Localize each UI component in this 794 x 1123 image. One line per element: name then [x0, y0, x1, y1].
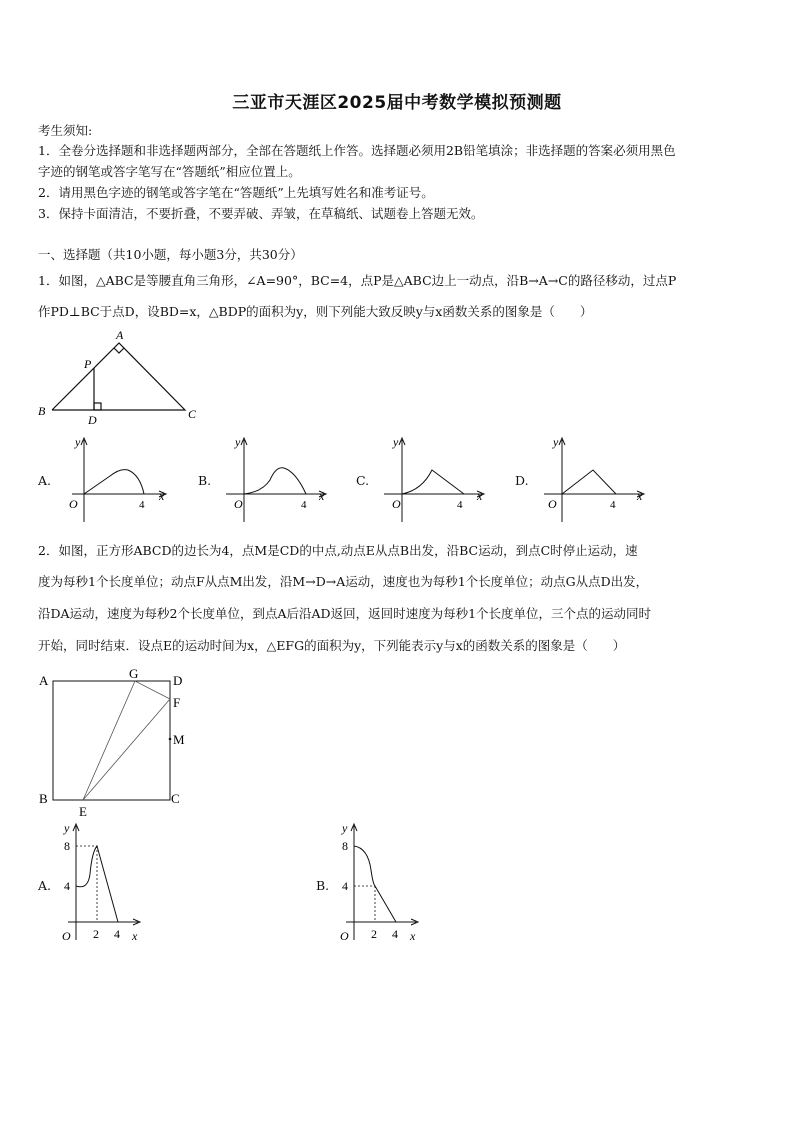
axis-tick: 4	[457, 499, 463, 511]
axis-x: x	[159, 489, 165, 503]
axis-origin: O	[234, 497, 243, 511]
notice-line: 3．保持卡面清洁，不要折叠，不要弄破、弄皱，在草稿纸、试题卷上答题无效。	[38, 206, 484, 221]
label-m: M	[173, 732, 185, 747]
axis-origin: O	[548, 497, 557, 511]
q2-square-figure	[35, 664, 195, 819]
question-1-text: 1．如图，△ABC是等腰直角三角形，∠A=90°，BC=4，点P是△ABC边上一动点，沿B→A→C的路径移动，过点P	[38, 273, 677, 288]
option-label-d: D.	[515, 473, 529, 488]
axis-tick-4: 4	[392, 927, 398, 941]
axis-x: x	[319, 489, 325, 503]
axis-tick: 4	[139, 499, 145, 511]
axis-tick-4: 4	[114, 927, 120, 941]
label-g: G	[129, 666, 139, 681]
axis-y: y	[75, 435, 81, 449]
label-a: A	[39, 673, 49, 688]
axis-tick-2: 2	[371, 927, 377, 941]
q1-option-c-graph	[380, 432, 490, 527]
axis-tick-4: 4	[342, 879, 348, 893]
question-2-text: 开始，同时结束．设点E的运动时间为x，△EFG的面积为y，下列能表示y与x的函数关系的图象是（ ）	[38, 638, 626, 653]
axis-y: y	[235, 435, 241, 449]
q2-option-b-graph	[336, 818, 426, 948]
option-label-a: A.	[38, 878, 52, 893]
q1-option-a-graph	[62, 432, 172, 527]
label-e: E	[79, 804, 87, 819]
option-label-b: B.	[316, 878, 330, 893]
page-title: 三亚市天涯区2025届中考数学模拟预测题	[232, 93, 562, 113]
axis-origin: O	[392, 497, 401, 511]
axis-origin: O	[69, 497, 78, 511]
option-label-b: B.	[198, 473, 212, 488]
axis-tick-4: 4	[64, 879, 70, 893]
axis-tick: 4	[301, 499, 307, 511]
q1-triangle-figure	[30, 325, 210, 430]
q2-option-a-graph	[58, 818, 148, 948]
question-2-text: 2．如图，正方形ABCD的边长为4，点M是CD的中点,动点E从点B出发，沿BC运动，到点C时停止运动，速	[38, 543, 638, 558]
axis-y: y	[64, 821, 70, 835]
axis-x: x	[477, 489, 483, 503]
question-2-text: 度为每秒1个长度单位；动点F从点M出发，沿M→D→A运动，速度也为每秒1个长度单位；动点G从点D出发，	[38, 574, 649, 589]
section-heading: 一、选择题（共10小题，每小题3分，共30分）	[38, 247, 303, 262]
label-f: F	[173, 695, 181, 710]
q1-option-d-graph	[540, 432, 650, 527]
q1-option-b-graph	[222, 432, 332, 527]
axis-tick-8: 8	[342, 839, 348, 853]
axis-tick: 4	[610, 499, 616, 511]
notice-heading: 考生须知:	[38, 123, 93, 138]
question-2-text: 沿DA运动，速度为每秒2个长度单位，到点A后沿AD返回，返回时速度为每秒1个长度单位，三个点的运动同时	[38, 606, 652, 621]
axis-origin: O	[340, 929, 349, 943]
axis-x: x	[132, 929, 138, 943]
label-d: D	[88, 413, 97, 427]
label-c: C	[188, 407, 197, 421]
option-label-a: A.	[38, 473, 52, 488]
notice-line: 2．请用黑色字迹的钢笔或答字笔在“答题纸”上先填写姓名和准考证号。	[38, 185, 434, 200]
label-b: B	[38, 404, 46, 418]
question-1-text: 作PD⊥BC于点D，设BD=x，△BDP的面积为y，则下列能大致反映y与x函数关系的图象是（ ）	[38, 304, 593, 319]
axis-x: x	[637, 489, 643, 503]
label-p: P	[84, 357, 92, 371]
notice-line: 1．全卷分选择题和非选择题两部分，全部在答题纸上作答。选择题必须用2B铅笔填涂；非选择题的答案必须用黑色	[38, 143, 676, 158]
axis-y: y	[553, 435, 559, 449]
label-d: D	[173, 673, 183, 688]
axis-origin: O	[62, 929, 71, 943]
label-b: B	[39, 791, 48, 806]
label-a: A	[116, 328, 124, 342]
label-c: C	[171, 791, 180, 806]
option-label-c: C.	[356, 473, 370, 488]
notice-line: 字迹的钢笔或答字笔写在“答题纸”相应位置上。	[38, 164, 301, 179]
axis-y: y	[393, 435, 399, 449]
axis-y: y	[342, 821, 348, 835]
axis-x: x	[410, 929, 416, 943]
axis-tick-2: 2	[93, 927, 99, 941]
axis-tick-8: 8	[64, 839, 70, 853]
